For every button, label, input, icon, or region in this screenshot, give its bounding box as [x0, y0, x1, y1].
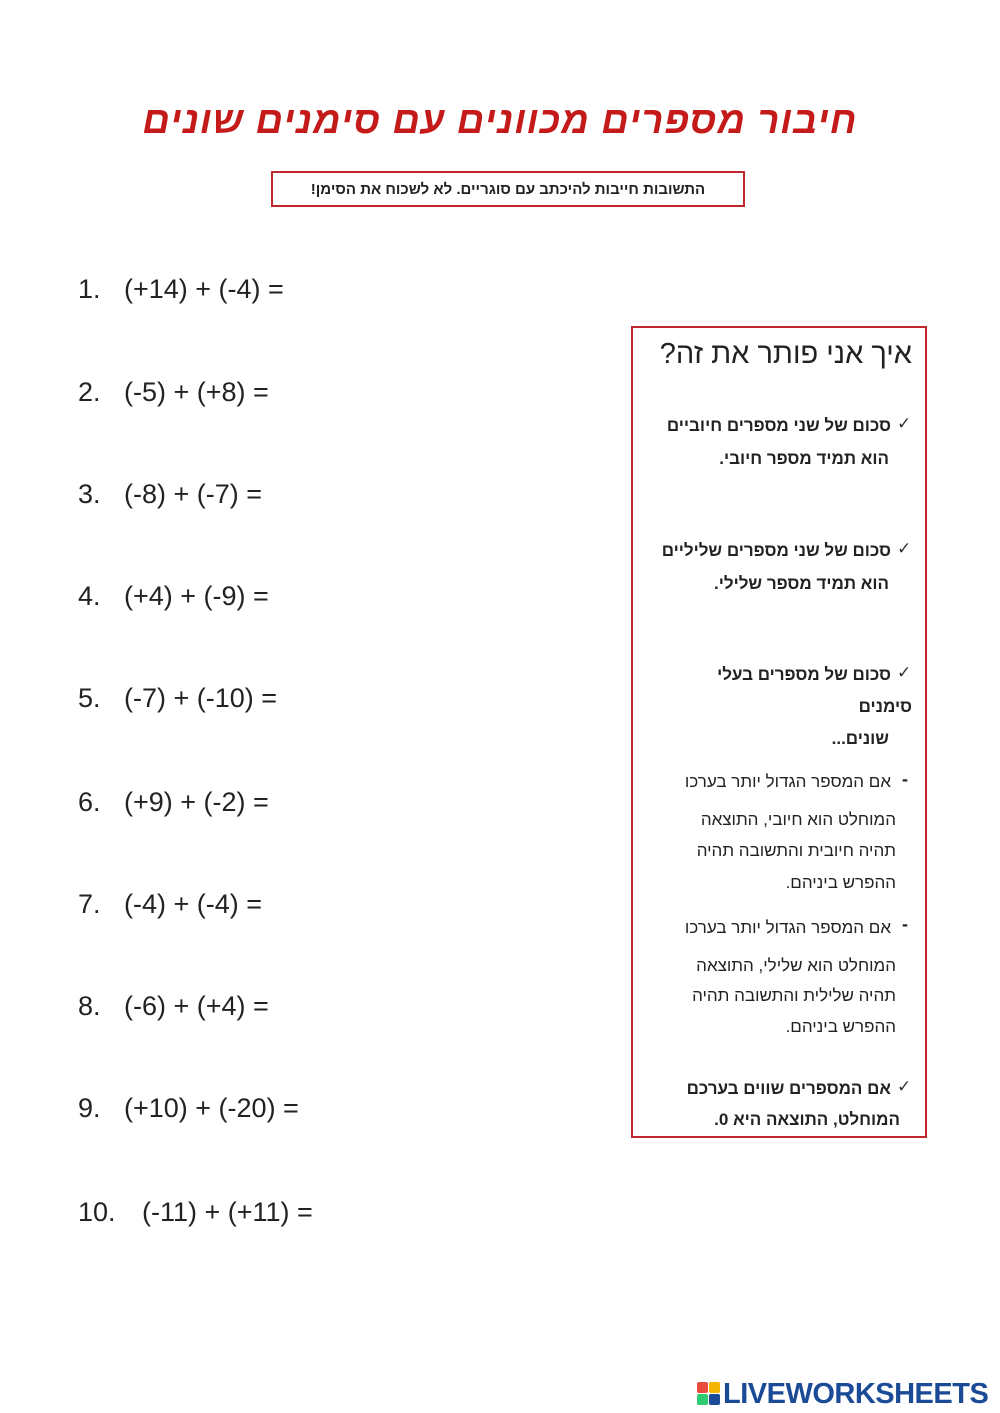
exercise-number: 4.	[78, 581, 101, 611]
exercise-expression: (-8) + (-7) =	[124, 479, 263, 509]
exercise-number: 6.	[78, 787, 101, 817]
dash-bullet-icon: -	[902, 769, 908, 789]
logo-square	[697, 1382, 708, 1393]
exercise-3	[78, 474, 262, 514]
sub2-line3: תהיה שלילית והתשובה תהיה	[692, 986, 896, 1005]
logo-squares-icon	[697, 1382, 721, 1406]
exercise-number: 2.	[78, 377, 101, 407]
exercise-number: 1.	[78, 274, 101, 304]
sub2-line4: ההפרש ביניהם.	[785, 1017, 896, 1036]
exercise-number: 3.	[78, 479, 101, 509]
rule4-line2: המוחלט, התוצאה היא 0.	[714, 1110, 900, 1129]
exercise-expression: (-5) + (+8) =	[124, 377, 269, 407]
sub1-line3: תהיה חיובית והתשובה תהיה	[696, 841, 896, 860]
rule2-line1: סכום של שני מספרים שליליים	[661, 541, 891, 560]
logo-square	[697, 1394, 708, 1405]
rule2-line2: הוא תמיד מספר שלילי.	[714, 574, 889, 593]
rule1-line1: סכום של שני מספרים חיוביים	[666, 416, 891, 435]
exercise-expression: (+4) + (-9) =	[124, 581, 269, 611]
sub2-line2: המוחלט הוא שלילי, התוצאה	[696, 956, 896, 975]
worksheet-title: חיבור מספרים מכוונים עם סימנים שונים	[142, 100, 858, 142]
exercise-expression: (-4) + (-4) =	[124, 889, 263, 919]
sub1-line2: המוחלט הוא חיובי, התוצאה	[700, 810, 896, 829]
dash-bullet-icon: -	[902, 914, 908, 934]
help-title: איך אני פותר את זה?	[659, 338, 912, 370]
exercise-expression: (-7) + (-10) =	[124, 683, 278, 713]
rule1-line2: הוא תמיד מספר חיובי.	[719, 449, 889, 468]
logo-square	[709, 1382, 720, 1393]
check-icon: ✓	[897, 663, 912, 682]
logo-square	[709, 1394, 720, 1405]
instructions-box: התשובות חייבות להיכתב עם סוגריים. לא לשכוח את הסימן!	[271, 171, 745, 207]
sub1-line4: ההפרש ביניהם.	[785, 873, 896, 892]
exercise-number: 8.	[78, 991, 101, 1021]
rule3-line3: שונים...	[831, 729, 889, 748]
check-icon: ✓	[897, 539, 912, 558]
exercise-expression: (+14) + (-4) =	[124, 274, 284, 304]
exercise-expression: (+10) + (-20) =	[124, 1093, 299, 1123]
exercise-2	[78, 372, 269, 412]
exercise-expression: (-6) + (+4) =	[124, 991, 269, 1021]
rule3-line2: סימנים	[858, 697, 912, 716]
sub1-line1: אם המספר הגדול יותר בערכו	[684, 772, 891, 791]
rule4-line1: אם המספרים שווים בערכם	[686, 1079, 891, 1098]
exercise-1	[78, 269, 284, 309]
check-icon: ✓	[897, 1077, 912, 1096]
logo-text: LIVEWORKSHEETS	[723, 1378, 989, 1410]
exercise-10	[78, 1192, 313, 1232]
exercise-expression: (-11) + (+11) =	[142, 1197, 313, 1227]
exercise-number: 5.	[78, 683, 101, 713]
exercise-number: 10.	[78, 1197, 116, 1227]
check-icon: ✓	[897, 414, 912, 433]
exercise-number: 9.	[78, 1093, 101, 1123]
exercise-expression: (+9) + (-2) =	[124, 787, 269, 817]
rule3-line1: סכום של מספרים בעלי	[717, 665, 891, 684]
exercise-number: 7.	[78, 889, 101, 919]
sub2-line1: אם המספר הגדול יותר בערכו	[684, 918, 891, 937]
